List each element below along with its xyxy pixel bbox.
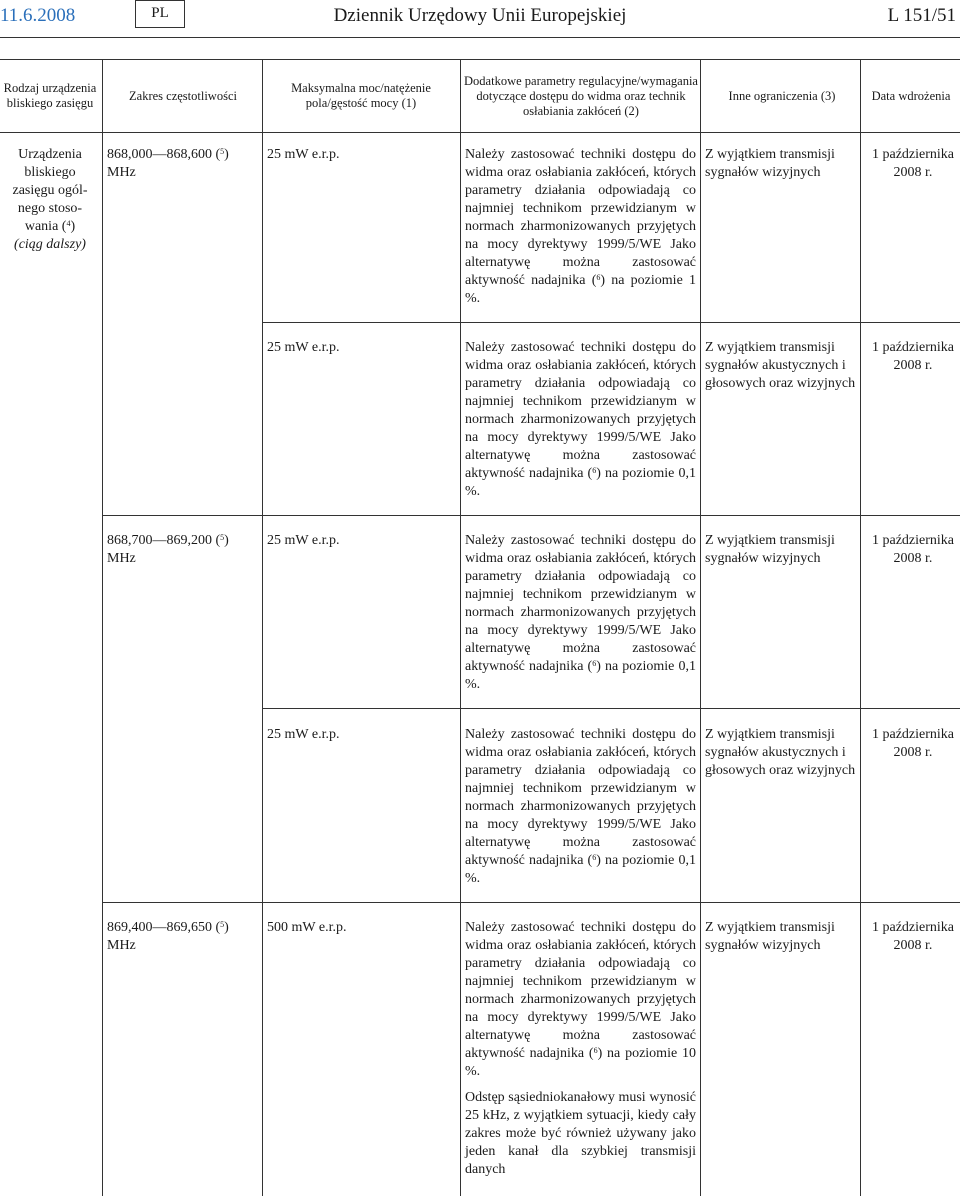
table-row-3-band: 868,700—869,200 ($^5$) MHz [107,533,229,566]
column-divider [262,59,263,1196]
table-row-5-params: Należy zastosować techniki dostępu do widma oraz osłabiania zakłóceń, których parametry działania odpowiadają co najmniej technikom przewidzianym w normach zharmonizowanych przyjętych na mocy dyrektywy 1999/5/WE Jako alternatywę można zastosować aktywność nadajnika ($^6$) na poziomie 10 %. [465,920,696,1079]
table-row-4-params: Należy zastosować techniki dostępu do widma oraz osłabiania zakłóceń, których parametry działania odpowiadają co najmniej technikom przewidzianym w normach zharmonizowanych przyjętych na mocy dyrektywy 1999/5/WE Jako alternatywę można zastosować aktywność nadajnika ($^6$) na poziomie 0,1 %. [465,727,696,886]
page-number: L 151/51 [887,5,956,26]
journal-date: 11.6.2008 [0,5,76,26]
table-row-2-power: 25 mW e.r.p. [267,340,340,355]
table-row-5-power: 500 mW e.r.p. [267,920,347,935]
table-row-4-restrictions: Z wyjątkiem transmisji sygnałów akustycznych i głosowych oraz wizyjnych [705,727,856,778]
table-row-4-date: 1 października 2008 r. [871,727,954,760]
table-row-3-date: 1 października 2008 r. [871,533,954,566]
journal-title: Dziennik Urzędowy Unii Europejskiej [333,5,627,26]
column-divider [102,59,103,1196]
row-divider [262,322,960,323]
col-header-frequency-band: Zakres częstotliwości [129,88,237,103]
table-row-3-restrictions: Z wyjątkiem transmisji sygnałów wizyjnych [705,533,835,566]
table-row-1-power: 25 mW e.r.p. [267,147,340,162]
table-row-4-power: 25 mW e.r.p. [267,727,340,742]
column-divider [860,59,861,1196]
table-row-5-params-extra: Odstęp sąsiedniokanałowy musi wynosić 25 kHz, z wyjątkiem sytuacji, kiedy cały zakres może być również używany jako jeden kanał dla szybkiej transmisji danych [465,1090,696,1177]
column-divider [700,59,701,1196]
device-type-cell: Urządzenia bliskiego zasięgu ogól- nego stoso- wania ($^4$) (ciąg dalszy) [12,147,88,252]
language-code-box: PL [135,0,185,28]
column-divider [460,59,461,1196]
col-header-implementation-date: Data wdrożenia [871,88,951,103]
table-row-3-power: 25 mW e.r.p. [267,533,340,548]
header-rule [0,37,960,38]
table-row-3-params: Należy zastosować techniki dostępu do widma oraz osłabiania zakłóceń, których parametry działania odpowiadają co najmniej technikom przewidzianym w normach zharmonizowanych przyjętych na mocy dyrektywy 1999/5/WE Jako alternatywę można zastosować aktywność nadajnika ($^6$) na poziomie 0,1 %. [465,533,696,692]
table-row-1-restrictions: Z wyjątkiem transmisji sygnałów wizyjnych [705,147,835,180]
table-row-5-date: 1 października 2008 r. [871,920,954,953]
table-row-2-date: 1 października 2008 r. [871,340,954,373]
table-top-rule [0,59,960,60]
row-divider [262,708,960,709]
col-header-max-power: Maksymalna moc/natężenie pola/gęstość mocy (1) [291,81,431,110]
col-header-other-restrictions: Inne ograniczenia (3) [728,88,836,103]
row-divider [102,902,960,903]
col-header-device-type: Rodzaj urządzenia bliskiego zasięgu [3,81,97,110]
table-row-2-restrictions: Z wyjątkiem transmisji sygnałów akustycznych i głosowych oraz wizyjnych [705,340,856,391]
row-divider [102,515,960,516]
table-row-1-params: Należy zastosować techniki dostępu do widma oraz osłabiania zakłóceń, których parametry działania odpowiadają co najmniej technikom przewidzianym w normach zharmonizowanych przyjętych na mocy dyrektywy 1999/5/WE Jako alternatywę można zastosować aktywność nadajnika ($^6$) na poziomie 1 %. [465,147,696,306]
col-header-additional-params: Dodatkowe parametry regulacyjne/wymagania dotyczące dostępu do widma oraz technik osłabiania zakłóceń (2) [464,73,698,118]
table-row-5-restrictions: Z wyjątkiem transmisji sygnałów wizyjnych [705,920,835,953]
table-row-5-band: 869,400—869,650 ($^5$) MHz [107,920,229,953]
table-row-2-params: Należy zastosować techniki dostępu do widma oraz osłabiania zakłóceń, których parametry działania odpowiadają co najmniej technikom przewidzianym w normach zharmonizowanych przyjętych na mocy dyrektywy 1999/5/WE Jako alternatywę można zastosować aktywność nadajnika ($^6$) na poziomie 0,1 %. [465,340,696,499]
table-header-rule [0,132,960,133]
table-row-1-band: 868,000—868,600 ($^5$) MHz [107,147,229,180]
table-row-1-date: 1 października 2008 r. [871,147,954,180]
